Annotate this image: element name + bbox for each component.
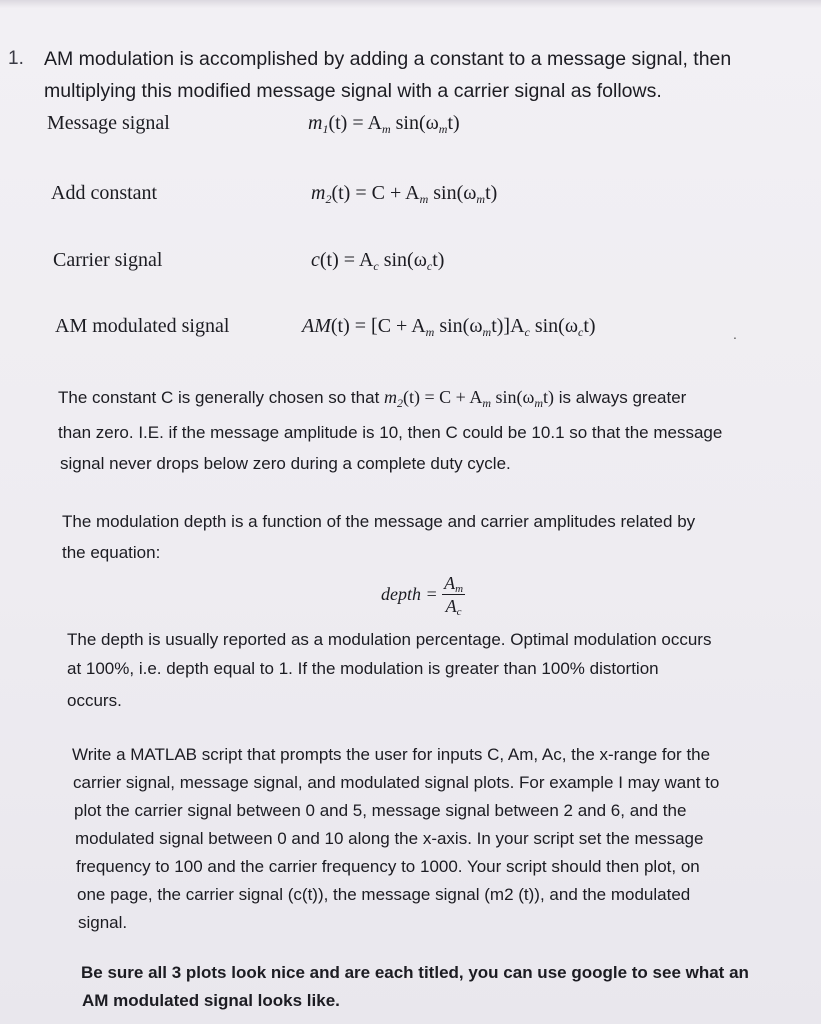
row-label-carrier: Carrier signal bbox=[53, 249, 163, 271]
script-para-line-6: one page, the carrier signal (c(t)), the message signal (m2 (t)), and the modulated bbox=[77, 885, 691, 904]
eq-m2-tail: sin(ω bbox=[428, 182, 477, 204]
stray-dot: . bbox=[733, 326, 737, 342]
constant-para-line-3: signal never drops below zero during a complete duty cycle. bbox=[60, 454, 511, 473]
intro-line-2: multiplying this modified message signal with a carrier signal as follows. bbox=[44, 80, 662, 102]
eq-m2-lhs-sub: 2 bbox=[325, 192, 332, 206]
eq-m2-end: t) bbox=[485, 182, 498, 204]
inline-eq-lhs-sub: 2 bbox=[397, 396, 404, 410]
equation-am-modulated bbox=[302, 315, 596, 338]
script-para-line-5: frequency to 100 and the carrier frequency to 1000. Your script should then plot, on bbox=[76, 857, 700, 876]
eq-am-end-sub: c bbox=[524, 325, 530, 339]
eq-c-tail: sin(ω bbox=[378, 249, 427, 271]
row-label-message: Message signal bbox=[47, 112, 170, 134]
eq-m1-end: t) bbox=[447, 112, 460, 134]
eq-am-end2: sin(ω bbox=[529, 315, 579, 337]
inline-eq-lhs: m bbox=[384, 387, 398, 407]
equation-carrier bbox=[311, 249, 444, 272]
eq-c-end: t) bbox=[432, 249, 445, 271]
inline-eq-rest: (t) = C + A bbox=[403, 387, 483, 407]
eq-am-rest: (t) = [C + A bbox=[330, 315, 426, 337]
inline-eq-amp-sub: m bbox=[482, 396, 492, 410]
eq-m2-amp-sub: m bbox=[419, 192, 429, 206]
eq-am-tail-sub: m bbox=[482, 325, 492, 339]
eq-m2-rest: (t) = C + A bbox=[331, 182, 420, 204]
script-para-line-2: carrier signal, message signal, and modulated signal plots. For example I may want to bbox=[73, 773, 720, 792]
equation-message bbox=[308, 112, 460, 135]
constant-para-line-1 bbox=[58, 382, 686, 413]
depth-num-sub: m bbox=[455, 583, 464, 595]
depth-fraction bbox=[442, 572, 465, 617]
depth-para-line-1: The modulation depth is a function of the message and carrier amplitudes related by bbox=[62, 512, 696, 531]
script-para-line-4: modulated signal between 0 and 10 along the x-axis. In your script set the message bbox=[75, 829, 704, 848]
script-para-line-1: Write a MATLAB script that prompts the user for inputs C, Am, Ac, the x-range for the bbox=[72, 745, 711, 764]
inline-eq-tail: sin(ω bbox=[491, 387, 535, 407]
eq-c-rest: (t) = A bbox=[319, 249, 374, 271]
equation-add-constant bbox=[311, 182, 497, 205]
reported-para-line-1: The depth is usually reported as a modulation percentage. Optimal modulation occurs bbox=[67, 630, 712, 649]
depth-para-line-2: the equation: bbox=[62, 543, 161, 562]
constant-para-line-2: than zero. I.E. if the message amplitude is 10, then C could be 10.1 so that the message bbox=[58, 423, 723, 442]
inline-eq-tail-sub: m bbox=[534, 396, 544, 410]
depth-numerator bbox=[442, 572, 465, 595]
eq-am-amp-sub: m bbox=[425, 325, 435, 339]
constant-para-post: is always greater bbox=[558, 388, 687, 407]
script-para-line-3: plot the carrier signal between 0 and 5, message signal between 2 and 6, and the bbox=[74, 801, 687, 820]
eq-am-end3: t) bbox=[583, 315, 596, 337]
eq-am-tail: sin(ω bbox=[434, 315, 483, 337]
depth-equation bbox=[381, 572, 465, 617]
eq-am-lhs: AM bbox=[302, 315, 331, 337]
page-top-shadow bbox=[0, 0, 821, 8]
row-label-add-constant: Add constant bbox=[51, 182, 158, 204]
eq-m2-tail-sub: m bbox=[476, 192, 486, 206]
depth-denominator bbox=[442, 595, 465, 617]
eq-m1-amp-sub: m bbox=[381, 122, 391, 136]
eq-m2-lhs: m bbox=[311, 182, 326, 204]
eq-m1-rest: (t) = A bbox=[328, 112, 382, 134]
eq-c-lhs: c bbox=[311, 249, 320, 271]
eq-m1-tail: sin(ω bbox=[390, 112, 439, 134]
eq-c-tail-sub: c bbox=[426, 259, 433, 273]
note-line-1: Be sure all 3 plots look nice and are each titled, you can use google to see what an bbox=[81, 963, 749, 982]
row-label-am-modulated: AM modulated signal bbox=[55, 315, 230, 337]
depth-den-base: A bbox=[445, 596, 457, 616]
note-line-2: AM modulated signal looks like. bbox=[82, 991, 340, 1010]
eq-am-end2-sub: c bbox=[578, 325, 584, 339]
script-para-line-7: signal. bbox=[78, 913, 128, 932]
inline-eq-end: t) bbox=[543, 387, 555, 407]
eq-c-amp-sub: c bbox=[373, 259, 379, 273]
depth-eq-lhs: depth = bbox=[381, 584, 438, 604]
constant-para-pre: The constant C is generally chosen so that bbox=[58, 388, 380, 407]
intro-line-1: AM modulation is accomplished by adding a constant to a message signal, then bbox=[44, 48, 732, 70]
question-number: 1. bbox=[8, 48, 24, 69]
eq-m1-tail-sub: m bbox=[438, 122, 448, 136]
constant-inline-equation bbox=[384, 387, 555, 410]
eq-am-end: t)]A bbox=[491, 315, 525, 337]
reported-para-line-2: at 100%, i.e. depth equal to 1. If the modulation is greater than 100% distortion bbox=[67, 659, 659, 678]
eq-m1-lhs: m bbox=[308, 112, 323, 134]
depth-num-base: A bbox=[444, 573, 456, 593]
reported-para-line-3: occurs. bbox=[67, 691, 122, 710]
depth-den-sub: c bbox=[456, 606, 462, 618]
eq-m1-lhs-sub: 1 bbox=[322, 122, 329, 136]
